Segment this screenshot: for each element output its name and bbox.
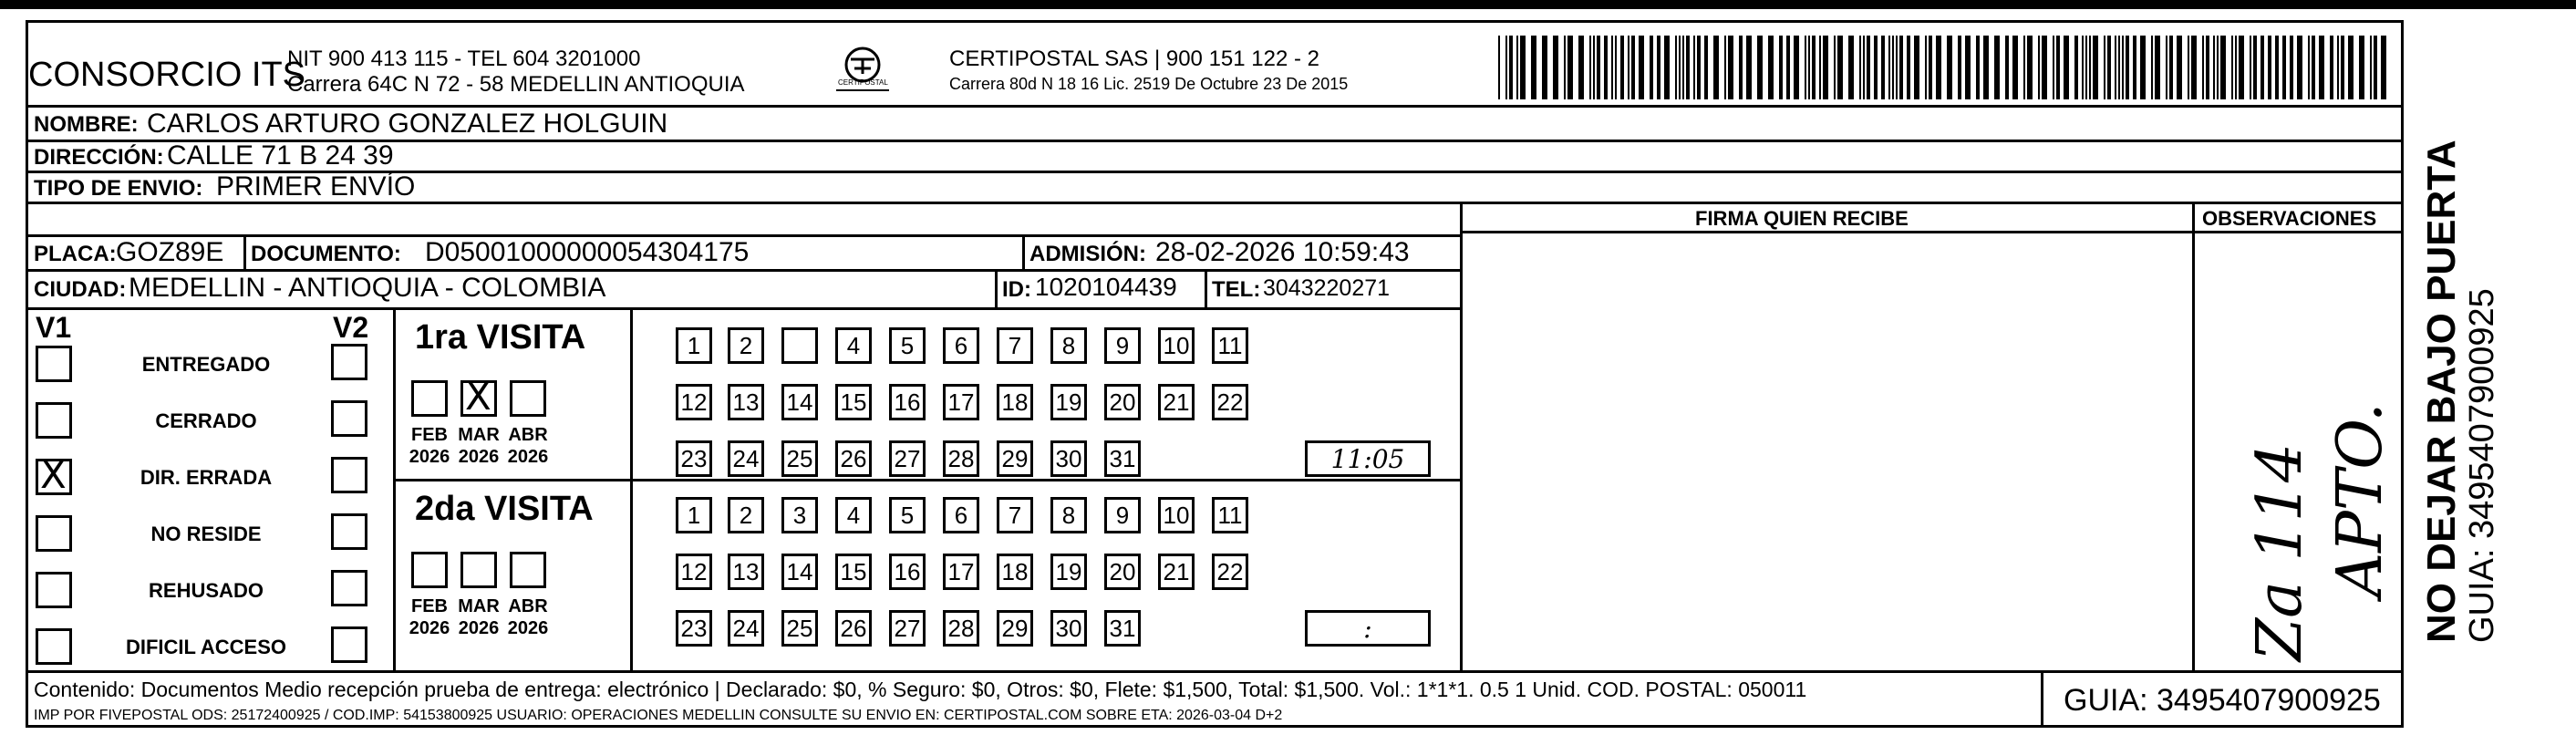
barcode-bar (2348, 36, 2354, 99)
month-checkbox[interactable] (460, 552, 497, 588)
footer-guia: GUIA: 3495407900925 (2064, 683, 2381, 718)
barcode-bar (1657, 36, 1660, 99)
day-box-2[interactable]: 2 (728, 497, 764, 533)
barcode-bar (2217, 36, 2219, 99)
day-box-2[interactable]: 2 (728, 327, 764, 364)
tel-value: 3043220271 (1263, 275, 1391, 301)
month-year: 2026 (458, 618, 500, 638)
barcode-bar (2359, 36, 2364, 99)
direccion-value: CALLE 71 B 24 39 (167, 140, 394, 171)
month-year: 2026 (409, 447, 450, 467)
v1-checkbox[interactable] (36, 572, 72, 608)
day-box-1[interactable]: 1 (676, 497, 712, 533)
day-box-13[interactable]: 13 (728, 554, 764, 590)
day-box-20[interactable]: 20 (1104, 554, 1141, 590)
rule (1460, 202, 1463, 670)
rule (28, 269, 1460, 272)
delivery-guide-form (26, 20, 2404, 728)
barcode-bar (2188, 36, 2189, 99)
tipo-envio-value: PRIMER ENVÍO (216, 171, 416, 202)
rule (28, 202, 2401, 204)
rule (1022, 234, 1025, 269)
documento-label: DOCUMENTO: (251, 242, 401, 266)
tipo-envio-label: TIPO DE ENVIO: (34, 176, 203, 201)
barcode-bar (1914, 36, 1919, 99)
barcode-bar (1834, 36, 1836, 99)
barcode-bar (1794, 36, 1799, 99)
v1-checkbox[interactable] (36, 515, 72, 552)
day-box-29[interactable]: 29 (997, 440, 1033, 477)
barcode-bar (1976, 36, 1980, 99)
barcode-bar (2115, 36, 2116, 99)
barcode-bar (2250, 36, 2251, 99)
v2-checkbox[interactable] (331, 400, 367, 437)
barcode-bar (1675, 36, 1677, 99)
barcode-bar (2074, 36, 2078, 99)
barcode-bar (1704, 36, 1708, 99)
day-box-25[interactable]: 25 (781, 610, 818, 647)
day-box-20[interactable]: 20 (1104, 384, 1141, 420)
barcode-bar (1768, 36, 1774, 99)
placa-value: GOZ89E (116, 237, 224, 267)
barcode-bar (1564, 36, 1566, 99)
rule (630, 307, 633, 670)
barcode-bar (1516, 36, 1518, 99)
month-year: 2026 (507, 447, 549, 467)
day-box-26[interactable]: 26 (835, 440, 872, 477)
barcode-bar (1739, 36, 1743, 99)
visit-time-box[interactable]: 11:05 (1305, 440, 1431, 477)
v1-header: V1 (36, 311, 72, 344)
day-box-18[interactable]: 18 (997, 554, 1033, 590)
day-box-30[interactable]: 30 (1050, 440, 1087, 477)
handwriting-line-1: Za 114 (2244, 442, 2316, 661)
barcode-bar (2126, 36, 2129, 99)
observaciones-column-header: OBSERVACIONES (2202, 207, 2377, 230)
barcode-bar (1757, 36, 1763, 99)
barcode-bar (2319, 36, 2324, 99)
barcode-bar (2155, 36, 2160, 99)
barcode-bar (2027, 36, 2033, 99)
v2-checkbox[interactable] (331, 344, 367, 380)
barcode-bar (2235, 36, 2237, 99)
day-box-11[interactable]: 11 (1212, 497, 1248, 533)
handwritten-observation (2198, 242, 2399, 670)
day-box-31[interactable]: 31 (1104, 610, 1141, 647)
ciudad-value: MEDELLIN - ANTIOQUIA - COLOMBIA (129, 273, 606, 303)
day-box-5[interactable]: 5 (889, 327, 926, 364)
nombre-label: NOMBRE: (34, 112, 139, 137)
rule (1205, 269, 1207, 307)
v1-checkbox[interactable] (36, 628, 72, 665)
v1-checkbox[interactable] (36, 402, 72, 439)
barcode-bar (1947, 36, 1952, 99)
day-box-13[interactable]: 13 (728, 384, 764, 420)
barcode-bar (1604, 36, 1608, 99)
day-box-15[interactable]: 15 (835, 554, 872, 590)
status-option-label: DIFICIL ACCESO (125, 636, 286, 658)
month-name: FEB (411, 596, 448, 616)
barcode-bar (1859, 36, 1861, 99)
barcode-bar (1819, 36, 1821, 99)
month-name: MAR (458, 596, 500, 616)
barcode-bar (1892, 36, 1894, 99)
month-year: 2026 (409, 618, 450, 638)
v1-checkbox[interactable] (36, 452, 72, 497)
barcode-bar (2042, 36, 2047, 99)
footer-imp-line: IMP POR FIVEPOSTAL ODS: 25172400925 / COD.IMP: 54153800925 USUARIO: OPERACIONES MEDELLIN CONSULTE SU ENVIO EN: CERTIPOSTAL.COM SOBRE ETA: 2026-03-04 D+2 (34, 708, 1283, 723)
certipostal-logo-icon (831, 45, 895, 99)
barcode-bar (2191, 36, 2197, 99)
barcode-bar (1837, 36, 1843, 99)
status-option-label: REHUSADO (149, 579, 264, 602)
rule (243, 234, 246, 269)
barcode-bar (2104, 36, 2105, 99)
handwriting-line-2: APTO. (2324, 402, 2396, 597)
day-box-28[interactable]: 28 (943, 610, 979, 647)
day-box-4[interactable]: 4 (835, 327, 872, 364)
barcode-bar (2140, 36, 2146, 99)
day-box-23[interactable]: 23 (676, 440, 712, 477)
rule (28, 105, 2401, 108)
certipostal-logo (831, 45, 895, 99)
barcode-bar (1505, 36, 1507, 99)
day-box-30[interactable]: 30 (1050, 610, 1087, 647)
barcode-bar (1520, 36, 1526, 99)
certipostal-name: CERTIPOSTAL SAS | 900 151 122 - 2 (949, 47, 1319, 71)
barcode-bar (2337, 36, 2339, 99)
barcode-bar (2341, 36, 2344, 99)
day-box-23[interactable]: 23 (676, 610, 712, 647)
day-box-3[interactable] (781, 327, 818, 364)
day-box-19[interactable]: 19 (1050, 554, 1087, 590)
day-box-14[interactable]: 14 (781, 384, 818, 420)
day-box-26[interactable]: 26 (835, 610, 872, 647)
barcode-bar (1896, 36, 1898, 99)
day-box-24[interactable]: 24 (728, 440, 764, 477)
barcode-bar (1907, 36, 1910, 99)
month-checkbox[interactable] (460, 374, 497, 419)
barcode-bar (2312, 36, 2315, 99)
day-box-11[interactable]: 11 (1212, 327, 1248, 364)
day-box-17[interactable]: 17 (943, 554, 979, 590)
day-box-22[interactable]: 22 (1212, 554, 1248, 590)
status-option-label: CERRADO (155, 409, 257, 432)
barcode-bar (2085, 36, 2087, 99)
month-checkbox[interactable] (510, 552, 546, 588)
day-box-10[interactable]: 10 (1158, 497, 1195, 533)
barcode-bar (1863, 36, 1865, 99)
rule (995, 269, 998, 307)
v1-checkbox[interactable] (36, 346, 72, 382)
barcode-bar (1874, 36, 1878, 99)
day-box-9[interactable]: 9 (1104, 497, 1141, 533)
v2-header: V2 (333, 311, 369, 344)
barcode-bar (2290, 36, 2293, 99)
placa-label: PLACA: (34, 242, 117, 266)
barcode-bar (1786, 36, 1790, 99)
certipostal-address: Carrera 80d N 18 16 Lic. 2519 De Octubre 23 De 2015 (949, 75, 1349, 93)
barcode-bar (2122, 36, 2124, 99)
day-box-14[interactable]: 14 (781, 554, 818, 590)
barcode-bar (2308, 36, 2310, 99)
barcode-bar (2118, 36, 2120, 99)
month-checkbox[interactable] (510, 380, 546, 417)
day-box-22[interactable]: 22 (1212, 384, 1248, 420)
nombre-value: CARLOS ARTURO GONZALEZ HOLGUIN (147, 109, 668, 139)
rule (2401, 105, 2404, 725)
day-box-9[interactable]: 9 (1104, 327, 1141, 364)
barcode-bar (2239, 36, 2244, 99)
barcode-bar (1664, 36, 1670, 99)
check-mark: X (40, 452, 67, 497)
barcode-bar (1693, 36, 1695, 99)
day-box-7[interactable]: 7 (997, 327, 1033, 364)
day-box-8[interactable]: 8 (1050, 497, 1087, 533)
month-name: FEB (411, 425, 448, 445)
barcode-bar (1805, 36, 1806, 99)
company-name: CONSORCIO ITS (28, 56, 306, 94)
barcode-bar (1728, 36, 1733, 99)
barcode-bar (1983, 36, 1989, 99)
barcode-bar (2253, 36, 2257, 99)
day-box-25[interactable]: 25 (781, 440, 818, 477)
side-labels (2416, 109, 2535, 657)
barcode-bar (1597, 36, 1600, 99)
day-box-12[interactable]: 12 (676, 554, 712, 590)
rule (393, 307, 396, 670)
barcode-bar (1848, 36, 1854, 99)
day-box-17[interactable]: 17 (943, 384, 979, 420)
barcode-bar (1958, 36, 1961, 99)
barcode-bar (2202, 36, 2204, 99)
barcode-bar (2023, 36, 2025, 99)
direccion-label: DIRECCIÓN: (34, 145, 164, 170)
firma-column-header: FIRMA QUIEN RECIBE (1695, 207, 1909, 230)
month-year: 2026 (458, 447, 500, 467)
day-box-31[interactable]: 31 (1104, 440, 1141, 477)
day-box-15[interactable]: 15 (835, 384, 872, 420)
barcode-bar (1593, 36, 1595, 99)
status-option-label: NO RESIDE (150, 523, 262, 545)
barcode-bar (1628, 36, 1629, 99)
side-vertical-text (2416, 109, 2535, 657)
barcode-bar (1823, 36, 1828, 99)
ciudad-label: CIUDAD: (34, 277, 127, 302)
barcode-bar (2053, 36, 2054, 99)
barcode-bar (2231, 36, 2233, 99)
day-box-8[interactable]: 8 (1050, 327, 1087, 364)
barcode-bar (2056, 36, 2060, 99)
barcode-bar (1650, 36, 1653, 99)
id-value: 1020104439 (1035, 273, 1177, 301)
barcode-bar (1553, 36, 1558, 99)
barcode-bar (1812, 36, 1816, 99)
second-visit-title: 2da VISITA (415, 490, 594, 528)
barcode-bar (1611, 36, 1613, 99)
day-box-27[interactable]: 27 (889, 440, 926, 477)
barcode-bar (2381, 36, 2386, 99)
rule (2041, 670, 2043, 725)
day-box-1[interactable]: 1 (676, 327, 712, 364)
day-box-4[interactable]: 4 (835, 497, 872, 533)
barcode-bar (1724, 36, 1726, 99)
month-checkbox[interactable] (411, 552, 448, 588)
barcode-bar (1578, 36, 1584, 99)
barcode-bar (2282, 36, 2286, 99)
tel-label: TEL: (1212, 277, 1261, 302)
day-box-5[interactable]: 5 (889, 497, 926, 533)
barcode-bar (1567, 36, 1573, 99)
barcode-bar (2166, 36, 2167, 99)
barcode-bar (1925, 36, 1927, 99)
barcode-bar (1542, 36, 1547, 99)
guia-vertical: GUIA: 3495407900925 (2463, 288, 2501, 643)
barcode-bar (1713, 36, 1719, 99)
barcode-bar (2038, 36, 2040, 99)
visit-time-box[interactable]: : (1305, 610, 1431, 647)
v2-checkbox[interactable] (331, 513, 367, 550)
day-box-28[interactable]: 28 (943, 440, 979, 477)
barcode-bar (2151, 36, 2153, 99)
company-nit: NIT 900 413 115 - TEL 604 3201000 (287, 47, 641, 71)
barcode-bar (2012, 36, 2018, 99)
certipostal-logo-text: CERTIPOSTAL (838, 78, 888, 87)
barcode-bar (1779, 36, 1783, 99)
barcode-bar (1808, 36, 1810, 99)
day-box-18[interactable]: 18 (997, 384, 1033, 420)
v2-checkbox[interactable] (331, 626, 367, 663)
barcode-bar (1509, 36, 1513, 99)
barcode-bar (2177, 36, 2182, 99)
barcode-bar (2275, 36, 2279, 99)
month-name: ABR (508, 425, 548, 445)
barcode-bar (1498, 36, 1500, 99)
barcode-bar (2064, 36, 2069, 99)
id-label: ID: (1002, 277, 1031, 302)
barcode-bar (1697, 36, 1701, 99)
barcode-bar (1682, 36, 1684, 99)
barcode-bar (1881, 36, 1885, 99)
no-dejar-notice: NO DEJAR BAJO PUERTA (2419, 140, 2464, 643)
top-edge-strip (0, 0, 2576, 9)
barcode-bar (1679, 36, 1681, 99)
barcode-bar (1888, 36, 1890, 99)
rule (2192, 202, 2195, 670)
rule (28, 307, 1460, 310)
barcode-bar (1531, 36, 1536, 99)
admision-label: ADMISIÓN: (1029, 242, 1146, 266)
handwriting-graphic (2198, 242, 2399, 670)
barcode-bar (2297, 36, 2302, 99)
barcode-bar (2107, 36, 2111, 99)
barcode-bar (1929, 36, 1932, 99)
barcode-bar (2206, 36, 2209, 99)
day-box-16[interactable]: 16 (889, 384, 926, 420)
month-name: ABR (508, 596, 548, 616)
barcode-bar (2370, 36, 2372, 99)
barcode-bar (1746, 36, 1752, 99)
v2-checkbox[interactable] (331, 570, 367, 606)
barcode-bar (2005, 36, 2009, 99)
status-option-label: DIR. ERRADA (140, 466, 273, 489)
barcode-bar (1686, 36, 1690, 99)
barcode-bar (2093, 36, 2098, 99)
barcode-bar (1867, 36, 1870, 99)
month-year: 2026 (507, 618, 549, 638)
barcode (1498, 36, 2392, 99)
barcode-bar (1965, 36, 1971, 99)
month-checkbox[interactable] (411, 380, 448, 417)
day-box-16[interactable]: 16 (889, 554, 926, 590)
status-option-label: ENTREGADO (141, 353, 271, 376)
barcode-bar (2220, 36, 2226, 99)
barcode-bar (2268, 36, 2271, 99)
day-box-29[interactable]: 29 (997, 610, 1033, 647)
rule (1460, 231, 2401, 233)
company-address: Carrera 64C N 72 - 58 MEDELLIN ANTIOQUIA (287, 72, 745, 97)
barcode-bar (1615, 36, 1617, 99)
rule (393, 479, 1460, 481)
barcode-bar (1620, 36, 1624, 99)
barcode-bar (1631, 36, 1635, 99)
v2-checkbox[interactable] (331, 457, 367, 493)
day-box-6[interactable]: 6 (943, 327, 979, 364)
day-box-12[interactable]: 12 (676, 384, 712, 420)
barcode-bar (2133, 36, 2136, 99)
barcode-bar (1899, 36, 1903, 99)
month-name: MAR (458, 425, 500, 445)
day-box-24[interactable]: 24 (728, 610, 764, 647)
barcode-bar (1589, 36, 1591, 99)
barcode-bar (2374, 36, 2377, 99)
footer-content-line: Contenido: Documentos Medio recepción prueba de entrega: electrónico | Declarado: $0, % Seguro: $0, Otros: $0, Flete: $1,500, Total: $1,500. Vol.: 1*1*1. 0.5 1 Unid. COD. POSTAL: 050011 (34, 678, 1807, 701)
barcode-bar (1994, 36, 2000, 99)
barcode-bar (2169, 36, 2173, 99)
barcode-bar (2330, 36, 2333, 99)
barcode-bar (2260, 36, 2264, 99)
barcode-bar (2082, 36, 2084, 99)
documento-value: D05001000000054304175 (425, 237, 750, 267)
day-box-6[interactable]: 6 (943, 497, 979, 533)
day-box-19[interactable]: 19 (1050, 384, 1087, 420)
barcode-graphic (1498, 36, 2392, 99)
first-visit-title: 1ra VISITA (415, 318, 586, 357)
month-check-mark: X (465, 374, 491, 419)
day-box-3[interactable]: 3 (781, 497, 818, 533)
day-box-21[interactable]: 21 (1158, 384, 1195, 420)
day-box-7[interactable]: 7 (997, 497, 1033, 533)
barcode-bar (1639, 36, 1644, 99)
barcode-bar (2089, 36, 2091, 99)
day-box-10[interactable]: 10 (1158, 327, 1195, 364)
barcode-bar (2213, 36, 2215, 99)
barcode-bar (1936, 36, 1941, 99)
day-box-27[interactable]: 27 (889, 610, 926, 647)
admision-value: 28-02-2026 10:59:43 (1155, 237, 1410, 267)
rule (28, 670, 2401, 673)
day-box-21[interactable]: 21 (1158, 554, 1195, 590)
